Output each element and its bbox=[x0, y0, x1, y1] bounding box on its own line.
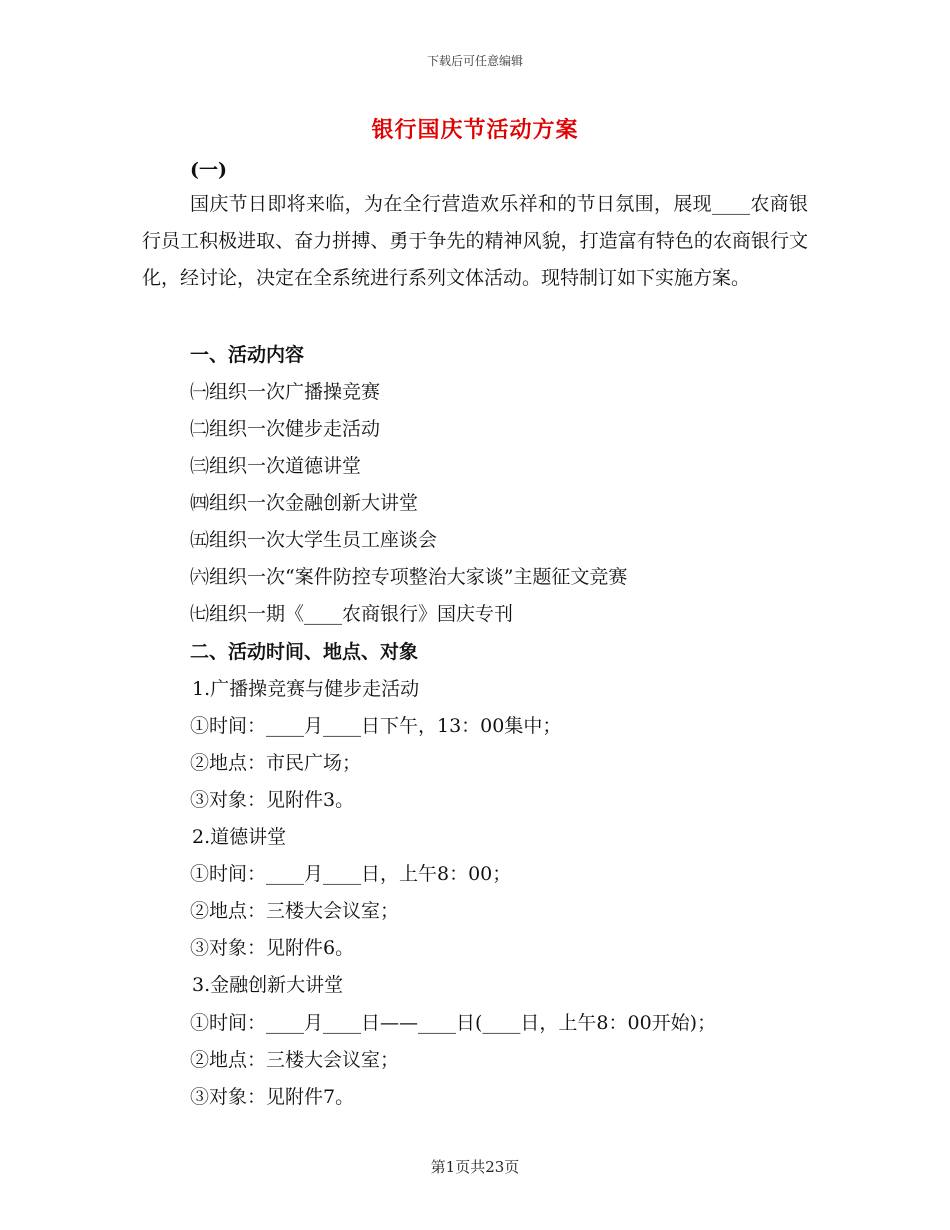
detail-line: ②地点：市民广场； bbox=[190, 752, 362, 774]
content-item: ㈢组织一次道德讲堂 bbox=[190, 455, 362, 477]
detail-line: ③对象：见附件6。 bbox=[190, 937, 355, 959]
page-footer: 第1页共23页 bbox=[430, 1158, 520, 1176]
detail-line: ③对象：见附件7。 bbox=[190, 1086, 355, 1108]
detail-line: ①时间：____月____日——____日(____日，上午8：00开始)； bbox=[190, 1012, 717, 1034]
part-label: (一) bbox=[190, 159, 227, 181]
content-item: ㈣组织一次金融创新大讲堂 bbox=[190, 492, 419, 514]
content-item: ㈤组织一次大学生员工座谈会 bbox=[190, 529, 438, 551]
detail-line: ①时间：____月____日，上午8：00； bbox=[190, 863, 512, 885]
detail-line: ②地点：三楼大会议室； bbox=[190, 900, 400, 922]
group-title: 3.金融创新大讲堂 bbox=[192, 974, 344, 996]
group-title: 1.广播操竞赛与健步走活动 bbox=[192, 678, 420, 700]
content-item: ㈥组织一次“案件防控专项整治大家谈”主题征文竞赛 bbox=[190, 566, 628, 588]
content-item: ㈦组织一期《____农商银行》国庆专刊 bbox=[190, 603, 514, 625]
intro-paragraph: 国庆节日即将来临，为在全行营造欢乐祥和的节日氛围，展现____农商银行员工积极进取、奋力拼搏、勇于争先的精神风貌，打造富有特色的农商银行文化，经讨论，决定在全系统进行系列文体活动。现特制订如下实施方案。 bbox=[142, 193, 808, 289]
content-item: ㈠组织一次广播操竞赛 bbox=[190, 381, 381, 403]
detail-line: ③对象：见附件3。 bbox=[190, 789, 355, 811]
content-item: ㈡组织一次健步走活动 bbox=[190, 418, 381, 440]
detail-line: ②地点：三楼大会议室； bbox=[190, 1049, 400, 1071]
section1-heading: 一、活动内容 bbox=[190, 344, 305, 366]
detail-line: ①时间：____月____日下午，13：00集中； bbox=[190, 715, 562, 737]
page-header: 下载后可任意编辑 bbox=[426, 54, 523, 68]
document-title: 银行国庆节活动方案 bbox=[371, 117, 579, 143]
group-title: 2.道德讲堂 bbox=[192, 826, 287, 848]
section2-heading: 二、活动时间、地点、对象 bbox=[190, 641, 419, 663]
